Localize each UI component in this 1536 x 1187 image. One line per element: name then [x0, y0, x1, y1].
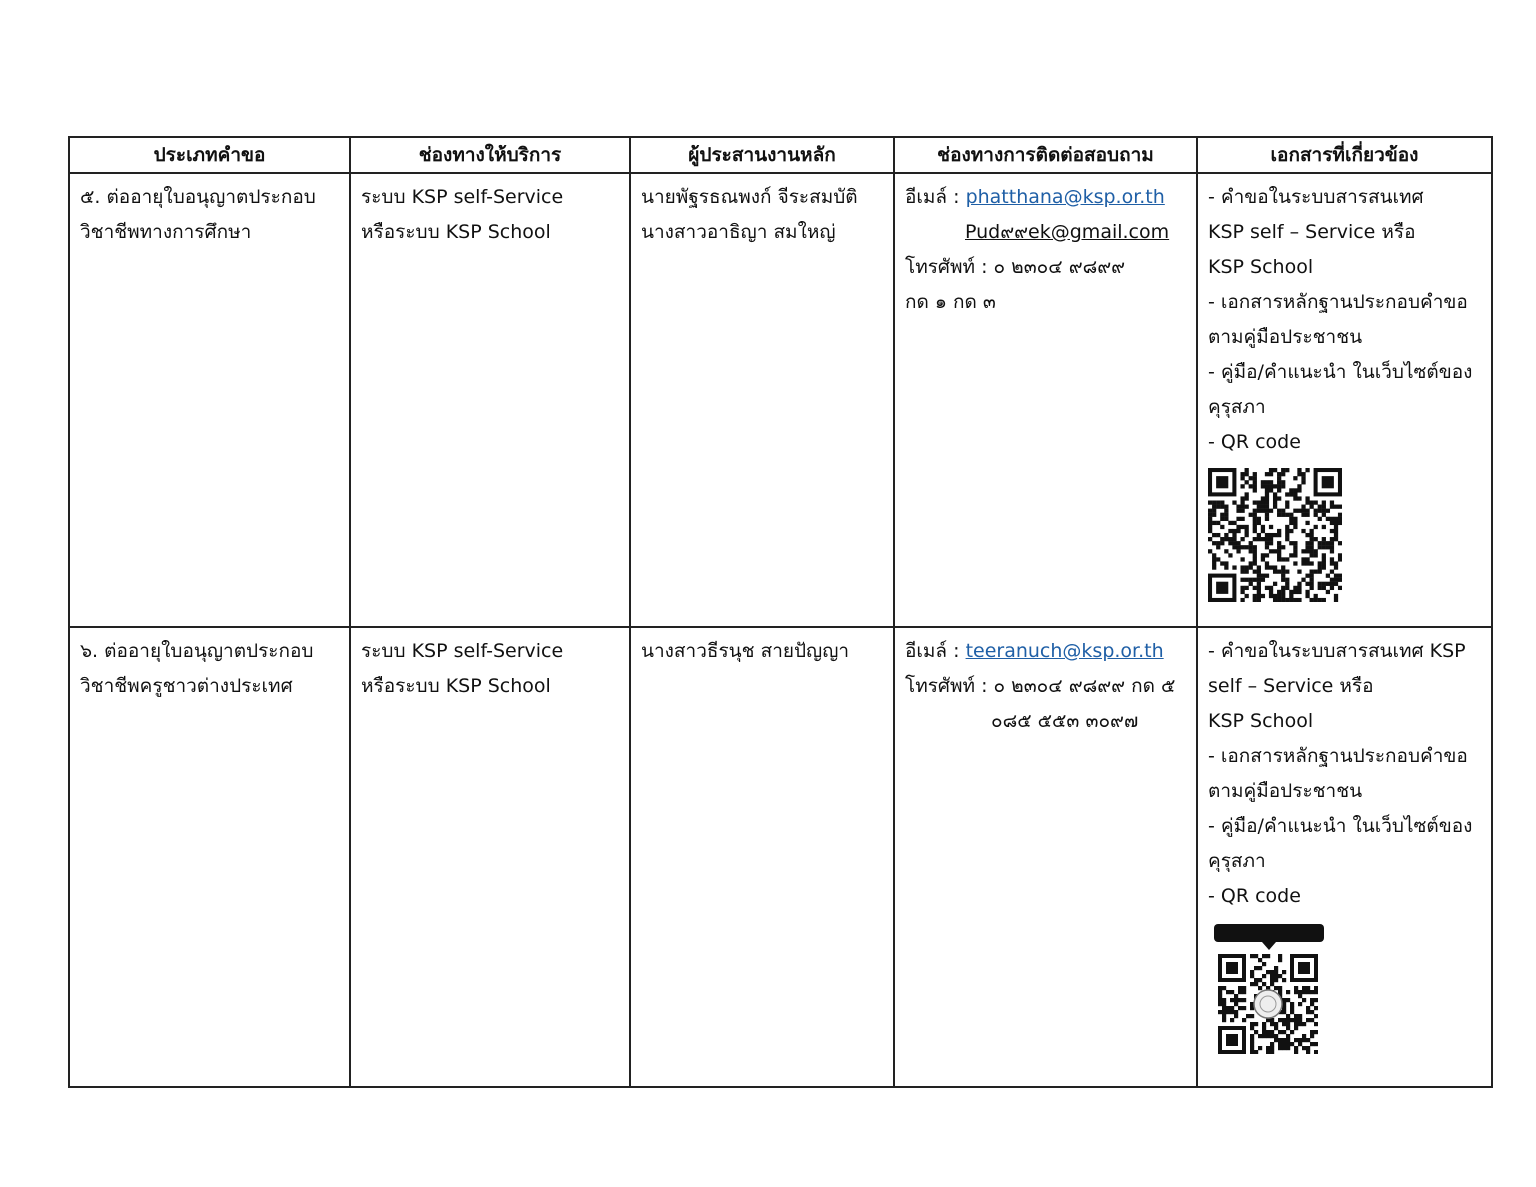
phone-line	[905, 669, 1186, 704]
documents-cell	[1197, 627, 1492, 1087]
header-row	[69, 137, 1492, 173]
phone-number-secondary: ๐๘๕ ๕๕๓ ๓๐๙๗	[991, 710, 1139, 732]
phone-number: ๐ ๒๓๐๔ ๙๘๙๙ กด ๕	[993, 675, 1176, 697]
document-line: KSP School	[1208, 256, 1314, 278]
document-line: ตามคู่มือประชาชน	[1208, 326, 1363, 348]
document-line: - QR code	[1208, 885, 1301, 907]
service-channel-line: ระบบ KSP self-Service	[361, 186, 564, 208]
document-line: คุรุสภา	[1208, 850, 1266, 872]
service-channel-cell	[350, 173, 630, 627]
email-line	[905, 215, 1186, 250]
email-line	[905, 634, 1186, 669]
header-contact-channel: ช่องทางการติดต่อสอบถาม	[894, 137, 1197, 173]
phone-label: โทรศัพท์ :	[905, 675, 994, 697]
request-type-line: วิชาชีพทางการศึกษา	[80, 221, 252, 243]
email-label: อีเมล์ :	[905, 186, 966, 208]
request-type-line: วิชาชีพครูชาวต่างประเทศ	[80, 675, 293, 697]
contact-cell	[894, 627, 1197, 1087]
qr-caption-pointer-icon	[1262, 942, 1276, 950]
table-row	[69, 627, 1492, 1087]
document-line: - QR code	[1208, 431, 1301, 453]
service-channel-line: ระบบ KSP self-Service	[361, 640, 564, 662]
request-type-cell	[69, 173, 350, 627]
email-link-secondary[interactable]: Pud๙๙ek@gmail.com	[965, 221, 1170, 243]
table-row	[69, 173, 1492, 627]
header-request-type: ประเภทคำขอ	[69, 137, 350, 173]
document-line: - คำขอในระบบสารสนเทศ	[1208, 186, 1424, 208]
document-line: - เอกสารหลักฐานประกอบคำขอ	[1208, 291, 1468, 313]
document-line: KSP School	[1208, 710, 1314, 732]
coordinator-cell	[630, 173, 894, 627]
request-type-line: ๖. ต่ออายุใบอนุญาตประกอบ	[80, 640, 314, 662]
qr-caption-tag-icon	[1214, 924, 1324, 942]
header-related-documents: เอกสารที่เกี่ยวข้อง	[1197, 137, 1492, 173]
document-line: - เอกสารหลักฐานประกอบคำขอ	[1208, 745, 1468, 767]
phone-label: โทรศัพท์ :	[905, 256, 994, 278]
phone-line	[905, 250, 1186, 285]
request-type-line: ๕. ต่ออายุใบอนุญาตประกอบ	[80, 186, 316, 208]
service-table	[68, 136, 1493, 1088]
service-channel-line: หรือระบบ KSP School	[361, 675, 551, 697]
document-line: self – Service หรือ	[1208, 675, 1374, 697]
document-line: - คู่มือ/คำแนะนำ ในเว็บไซต์ของ	[1208, 361, 1473, 383]
email-line	[905, 180, 1186, 215]
phone-extension: กด ๑ กด ๓	[905, 291, 996, 313]
service-channel-line: หรือระบบ KSP School	[361, 221, 551, 243]
document-line: - คู่มือ/คำแนะนำ ในเว็บไซต์ของ	[1208, 815, 1473, 837]
document-line: KSP self – Service หรือ	[1208, 221, 1416, 243]
phone-number: ๐ ๒๓๐๔ ๙๘๙๙	[993, 256, 1126, 278]
document-line: - คำขอในระบบสารสนเทศ KSP	[1208, 640, 1466, 662]
document-line: คุรุสภา	[1208, 396, 1266, 418]
email-link[interactable]: teeranuch@ksp.or.th	[965, 640, 1164, 662]
contact-cell	[894, 173, 1197, 627]
email-link[interactable]: phatthana@ksp.or.th	[965, 186, 1165, 208]
qr-code-with-seal-icon[interactable]	[1218, 954, 1318, 1054]
email-label: อีเมล์ :	[905, 640, 966, 662]
coordinator-name: นางสาวธีรนุช สายปัญญา	[641, 640, 850, 662]
header-main-coordinator: ผู้ประสานงานหลัก	[630, 137, 894, 173]
coordinator-name: นางสาวอาธิญา สมใหญ่	[641, 221, 836, 243]
service-channel-cell	[350, 627, 630, 1087]
request-type-cell	[69, 627, 350, 1087]
coordinator-cell	[630, 627, 894, 1087]
header-service-channel: ช่องทางให้บริการ	[350, 137, 630, 173]
documents-cell	[1197, 173, 1492, 627]
qr-code-icon[interactable]	[1208, 468, 1342, 602]
document-line: ตามคู่มือประชาชน	[1208, 780, 1363, 802]
coordinator-name: นายพัฐรธณพงก์ จีระสมบัติ	[641, 186, 858, 208]
